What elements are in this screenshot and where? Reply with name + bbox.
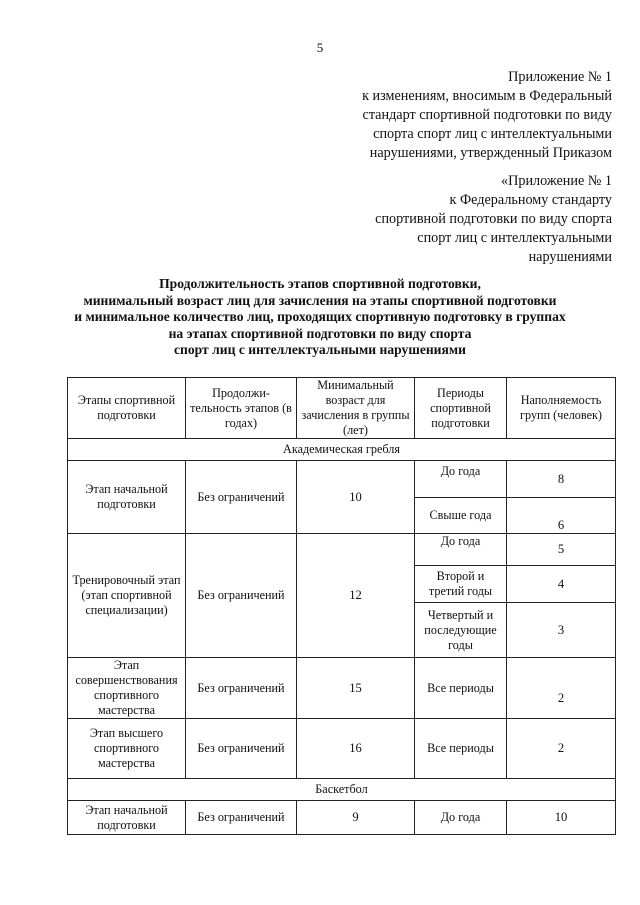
title-line: Продолжительность этапов спортивной подготовки, bbox=[159, 276, 481, 291]
period-cell: Все периоды bbox=[415, 658, 507, 719]
sport-row bbox=[68, 779, 616, 801]
appendix-line: нарушениями, утвержденный Приказом bbox=[369, 145, 612, 161]
group-size-cell: 10 bbox=[507, 801, 616, 835]
table-row bbox=[68, 719, 616, 779]
period-text: До года bbox=[440, 534, 481, 548]
table-row bbox=[68, 461, 616, 498]
stage-name: Этап совершенствования спортивного мастерства bbox=[68, 658, 186, 719]
stage-min-age: 16 bbox=[297, 719, 415, 779]
stage-duration: Без ограничений bbox=[186, 658, 297, 719]
stage-min-age: 9 bbox=[297, 801, 415, 835]
table-row bbox=[68, 534, 616, 566]
title-line: и минимальное количество лиц, проходящих спортивную подготовку в группах bbox=[74, 309, 566, 324]
page-number: 5 bbox=[316, 40, 324, 55]
appendix-line: к Федеральному стандарту bbox=[449, 192, 612, 208]
appendix-line: спортивной подготовки по виду спорта bbox=[375, 211, 612, 227]
stage-name: Тренировочный этап (этап спортивной специализации) bbox=[68, 534, 186, 658]
stage-name: Этап высшего спортивного мастерства bbox=[68, 719, 186, 779]
group-size-cell bbox=[507, 498, 616, 534]
group-size-cell: 5 bbox=[507, 534, 616, 566]
header-cell: Этапы спортивной подготовки bbox=[68, 378, 186, 439]
header-cell: Минимальный возраст для зачисления в группы (лет) bbox=[297, 378, 415, 439]
table-header-row bbox=[68, 378, 616, 439]
stage-name: Этап начальной подготовки bbox=[68, 461, 186, 534]
period-cell: Второй и третий годы bbox=[415, 566, 507, 603]
period-cell: Все периоды bbox=[415, 719, 507, 779]
training-stages-table bbox=[67, 377, 616, 835]
appendix-line: «Приложение № 1 bbox=[501, 173, 612, 189]
period-cell bbox=[415, 461, 507, 498]
stage-min-age: 10 bbox=[297, 461, 415, 534]
period-cell: До года bbox=[415, 801, 507, 835]
stage-name: Этап начальной подготовки bbox=[68, 801, 186, 835]
appendix-line: спорт лиц с интеллектуальными bbox=[417, 230, 612, 246]
sport-name: Баскетбол bbox=[68, 779, 616, 801]
period-text: До года bbox=[440, 463, 481, 478]
stage-min-age: 12 bbox=[297, 534, 415, 658]
table-row bbox=[68, 658, 616, 719]
title-line: спорт лиц с интеллектуальными нарушениями bbox=[174, 342, 466, 357]
group-size-cell bbox=[507, 658, 616, 719]
appendix-line: спорта спорт лиц с интеллектуальными bbox=[373, 126, 612, 142]
sport-name: Академическая гребля bbox=[68, 439, 616, 461]
stage-min-age: 15 bbox=[297, 658, 415, 719]
header-cell: Периоды спортивной подготовки bbox=[415, 378, 507, 439]
group-size-cell: 2 bbox=[507, 719, 616, 779]
sport-row bbox=[68, 439, 616, 461]
group-size-cell: 3 bbox=[507, 603, 616, 658]
appendix-line: Приложение № 1 bbox=[508, 69, 612, 85]
appendix-line: стандарт спортивной подготовки по виду bbox=[362, 107, 612, 123]
document-title bbox=[0, 276, 640, 359]
group-size-text: 2 bbox=[557, 690, 565, 705]
stage-duration: Без ограничений bbox=[186, 534, 297, 658]
appendix-line: нарушениями bbox=[528, 249, 612, 265]
table-row bbox=[68, 801, 616, 835]
period-cell: Четвертый и последующие годы bbox=[415, 603, 507, 658]
group-size-cell: 4 bbox=[507, 566, 616, 603]
group-size-cell: 8 bbox=[507, 461, 616, 498]
stage-duration: Без ограничений bbox=[186, 719, 297, 779]
period-cell: Свыше года bbox=[415, 498, 507, 534]
period-cell bbox=[415, 534, 507, 566]
group-size-text: 6 bbox=[557, 518, 565, 532]
appendix-line: к изменениям, вносимым в Федеральный bbox=[362, 88, 612, 104]
stage-duration: Без ограничений bbox=[186, 801, 297, 835]
header-cell: Наполняемость групп (человек) bbox=[507, 378, 616, 439]
header-cell: Продолжи-тельность этапов (в годах) bbox=[186, 378, 297, 439]
appendix-note-amendment bbox=[362, 68, 612, 163]
stage-duration: Без ограничений bbox=[186, 461, 297, 534]
title-line: минимальный возраст лиц для зачисления на этапы спортивной подготовки bbox=[83, 292, 557, 308]
title-line: на этапах спортивной подготовки по виду спорта bbox=[168, 325, 472, 341]
appendix-note-standard bbox=[375, 172, 612, 267]
